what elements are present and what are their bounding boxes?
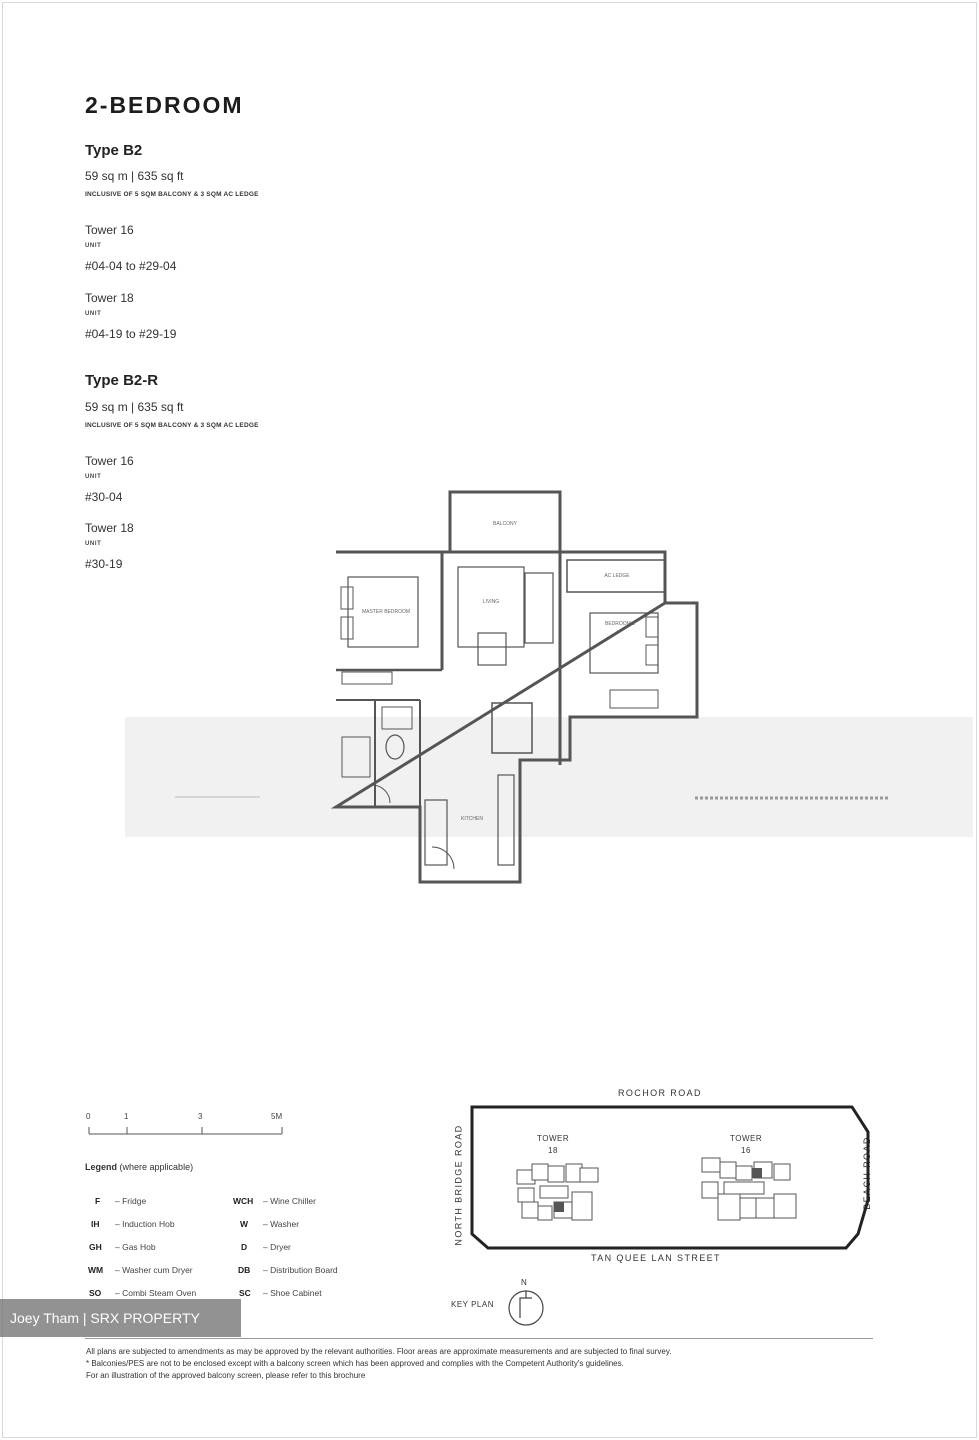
- type-b2r-area: 59 sq m | 635 sq ft: [85, 400, 184, 414]
- type-b2-tower18: Tower 18: [85, 291, 134, 305]
- disclaimer: [86, 1346, 876, 1382]
- road-right: BEACH ROAD: [861, 1136, 872, 1210]
- type-b2-title: Type B2: [85, 142, 143, 159]
- key-plan-label: KEY PLAN: [451, 1300, 494, 1309]
- legend-abbr: WCH: [233, 1196, 254, 1206]
- tower-left-name: TOWER: [537, 1134, 570, 1143]
- room-label-bedroom2: BEDROOM 2: [604, 621, 636, 627]
- north-label: N: [521, 1278, 527, 1287]
- tower-right-number: 16: [741, 1146, 751, 1155]
- road-bottom: TAN QUEE LAN STREET: [591, 1253, 721, 1263]
- disclaimer-line: For an illustration of the approved balcony screen, please refer to this brochure: [86, 1371, 366, 1380]
- type-b2r-tower16-unit-label: UNIT: [85, 474, 102, 480]
- room-label-living: LIVING: [482, 599, 500, 605]
- footer-rule: [85, 1338, 873, 1339]
- scale-tick-5m: 5M: [271, 1112, 283, 1121]
- room-label-kitchen: KITCHEN: [461, 816, 483, 822]
- legend-abbr: D: [241, 1242, 248, 1252]
- scale-bar: [86, 1124, 286, 1136]
- type-b2-area: 59 sq m | 635 sq ft: [85, 169, 184, 183]
- legend-abbr: F: [95, 1196, 101, 1206]
- legend-desc: – Distribution Board: [263, 1265, 338, 1275]
- legend-desc: – Fridge: [115, 1196, 147, 1206]
- watermark: Joey Tham | SRX PROPERTY: [0, 1299, 241, 1337]
- page-title: 2-BEDROOM: [85, 92, 244, 118]
- type-b2r-tower16-units: #30-04: [85, 490, 123, 504]
- scale-tick-1: 1: [124, 1112, 129, 1121]
- legend-desc: – Washer: [263, 1219, 300, 1229]
- tower-16-blocks: [702, 1158, 796, 1220]
- road-top: ROCHOR ROAD: [618, 1088, 702, 1098]
- room-label-ac-ledge: AC LEDGE: [604, 573, 630, 579]
- floor-plan: [120, 485, 975, 890]
- type-b2r-note: INCLUSIVE OF 5 SQM BALCONY & 3 SQM AC LEDGE: [85, 422, 259, 429]
- type-b2-tower16: Tower 16: [85, 223, 134, 237]
- legend-desc: – Induction Hob: [115, 1219, 175, 1229]
- disclaimer-line: All plans are subjected to amendments as may be approved by the relevant authorities. Floor areas are approximate measurements and are subjected to final survey.: [86, 1347, 672, 1356]
- disclaimer-line: * Balconies/PES are not to be enclosed except with a balcony screen which has been approved and complies with the Competent Authority's guidelines.: [86, 1359, 624, 1368]
- tower-16-highlight: [752, 1168, 762, 1178]
- type-b2r-tower16: Tower 16: [85, 454, 134, 468]
- type-b2r-tower18-units: #30-19: [85, 557, 123, 571]
- type-b2-tower18-units: #04-19 to #29-19: [85, 327, 177, 341]
- legend-abbr: SO: [89, 1288, 102, 1298]
- legend-subtitle: (where applicable): [119, 1162, 194, 1172]
- scale-tick-3: 3: [198, 1112, 203, 1121]
- legend-abbr: SC: [239, 1288, 251, 1298]
- legend-abbr: WM: [88, 1265, 104, 1275]
- type-b2-tower16-unit-label: UNIT: [85, 243, 102, 249]
- room-label-master-bedroom: MASTER BEDROOM: [361, 609, 411, 615]
- type-b2-note: INCLUSIVE OF 5 SQM BALCONY & 3 SQM AC LEDGE: [85, 191, 259, 198]
- type-b2r-tower18: Tower 18: [85, 521, 134, 535]
- legend-abbr: W: [240, 1219, 249, 1229]
- legend-heading: [85, 1162, 193, 1172]
- scale-tick-0: 0: [86, 1112, 91, 1121]
- legend-title: Legend: [85, 1162, 118, 1172]
- tower-right-name: TOWER: [730, 1134, 763, 1143]
- legend-desc: – Dryer: [263, 1242, 291, 1252]
- tower-18-highlight: [554, 1202, 564, 1212]
- tower-left-number: 18: [548, 1146, 558, 1155]
- type-b2r-tower18-unit-label: UNIT: [85, 541, 102, 547]
- room-label-balcony: BALCONY: [493, 521, 517, 527]
- north-arrow-icon: [506, 1288, 546, 1328]
- legend-abbr: GH: [89, 1242, 102, 1252]
- type-b2-tower16-units: #04-04 to #29-04: [85, 259, 177, 273]
- legend-desc: – Gas Hob: [115, 1242, 156, 1252]
- legend-desc: – Wine Chiller: [263, 1196, 316, 1206]
- legend-abbr: DB: [238, 1265, 251, 1275]
- plan-backdrop: [125, 717, 973, 837]
- legend-desc: – Combi Steam Oven: [115, 1288, 197, 1298]
- road-left: NORTH BRIDGE ROAD: [453, 1124, 464, 1246]
- type-b2-tower18-unit-label: UNIT: [85, 311, 102, 317]
- legend-abbr: IH: [91, 1219, 100, 1229]
- site-outline: [462, 1102, 880, 1258]
- legend-desc: – Washer cum Dryer: [115, 1265, 193, 1275]
- legend-desc: – Shoe Cabinet: [263, 1288, 322, 1298]
- type-b2r-title: Type B2-R: [85, 372, 159, 389]
